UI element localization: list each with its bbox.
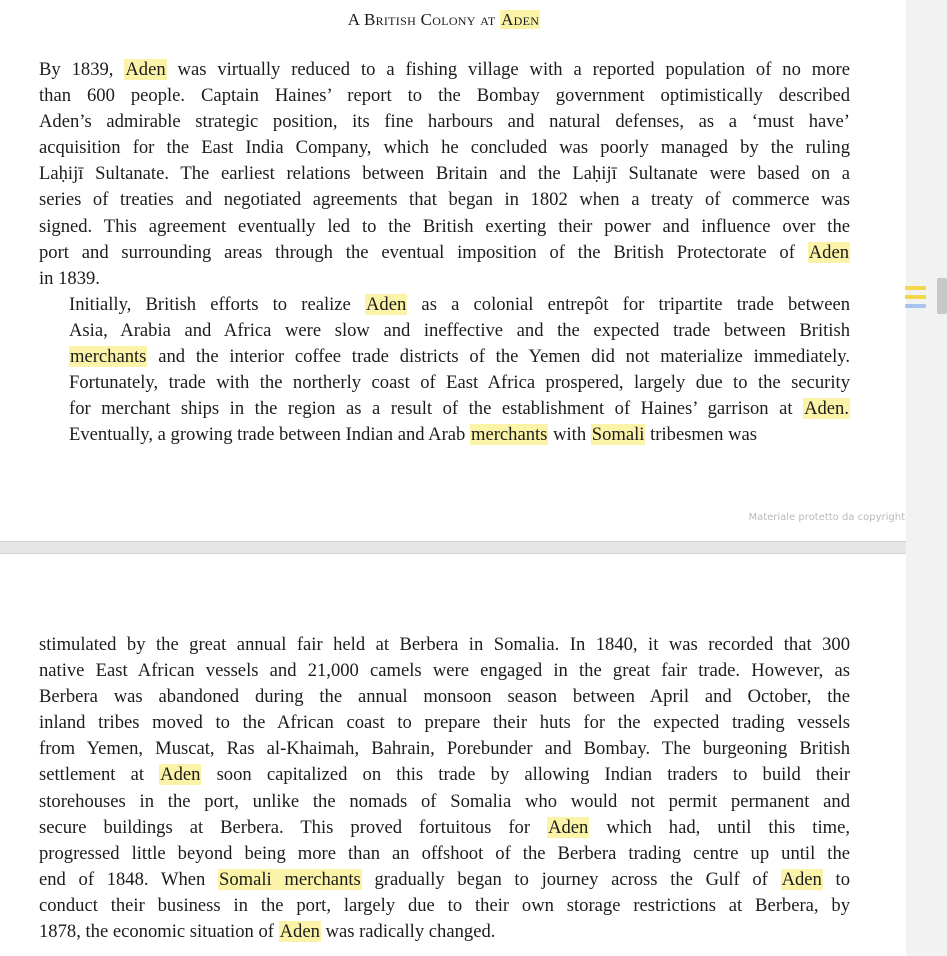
- text-line: [39, 214, 850, 240]
- search-hit-markers[interactable]: [905, 286, 927, 316]
- text-run: was virtually reduced to a fishing village with a reported population of no more: [166, 59, 850, 80]
- text-run: conduct their business in the port, largely due to their own storage restrictions at Berbera, by: [39, 894, 850, 916]
- text-run: and the interior coffee trade districts of the Yemen did not materialize immediately.: [147, 346, 850, 368]
- text-run: than 600 people. Captain Haines’ report to the Bombay government optimistically described: [39, 85, 850, 107]
- page-separator: [0, 541, 906, 554]
- text-run: Aden’s admirable strategic position, its fine harbours and natural defenses, as a ‘must have’: [39, 111, 850, 133]
- highlighted-term: Somali merchants: [218, 868, 361, 890]
- text-line: [39, 396, 850, 422]
- text-line: [39, 161, 850, 187]
- text-line: [39, 370, 850, 396]
- highlighted-term: Aden: [548, 816, 589, 838]
- text-line: [39, 789, 850, 815]
- text-run: end of 1848. When: [39, 868, 218, 890]
- text-run: soon capitalized on this trade by allowing Indian traders to build their: [201, 764, 850, 786]
- text-line: [39, 240, 850, 266]
- search-hit-marker-icon[interactable]: [905, 304, 926, 308]
- highlighted-term: Somali: [591, 424, 645, 446]
- text-run: Initially, British efforts to realize: [69, 293, 365, 315]
- text-line: [39, 710, 850, 736]
- text-line: [39, 632, 850, 658]
- text-line: [39, 736, 850, 762]
- text-run: signed. This agreement eventually led to the British exerting their power and influence over the: [39, 215, 850, 237]
- highlighted-term: Aden: [160, 764, 201, 786]
- text-run: progressed little beyond being more than an offshoot of the Berbera trading centre up until the: [39, 842, 850, 864]
- search-hit-marker-icon[interactable]: [905, 295, 926, 299]
- text-run: tribesmen was: [645, 424, 758, 446]
- text-run: secure buildings at Berbera. This proved fortuitous for: [39, 816, 548, 838]
- text-run: storehouses in the port, unlike the nomads of Somalia who would not permit permanent and: [39, 790, 850, 812]
- highlighted-term: merchants: [70, 346, 147, 368]
- text-line: [39, 187, 850, 213]
- text-line: [39, 762, 850, 788]
- paragraph: [39, 292, 850, 449]
- text-run: series of treaties and negotiated agreements that began in 1802 when a treaty of commerce was: [39, 189, 850, 211]
- highlighted-term: Aden: [279, 921, 320, 943]
- highlighted-term: Aden: [808, 241, 849, 263]
- text-line: [39, 841, 850, 867]
- paragraph: [39, 57, 850, 292]
- highlighted-term: Aden: [125, 59, 166, 80]
- text-run: was radically changed.: [320, 921, 496, 943]
- highlighted-term: Aden: [365, 293, 407, 315]
- text-line: [39, 919, 850, 945]
- text-run: acquisition for the East India Company, which he concluded was poorly managed by the ruling: [39, 137, 850, 159]
- text-run: port and surrounding areas through the eventual imposition of the British Protectorate of: [39, 241, 808, 263]
- text-line: [39, 422, 850, 448]
- text-run: gradually began to journey across the Gulf of: [361, 868, 781, 890]
- running-head-highlight: Aden: [501, 10, 540, 29]
- text-run: Berbera was abandoned during the annual monsoon season between April and October, the: [39, 686, 850, 708]
- copyright-watermark: Materiale protetto da copyright: [748, 512, 905, 523]
- text-run: in 1839.: [39, 267, 100, 289]
- vertical-scrollbar-track[interactable]: [906, 0, 947, 956]
- text-line: [39, 893, 850, 919]
- text-run: By 1839,: [39, 59, 125, 80]
- running-head-prefix: A British Colony at: [347, 10, 501, 29]
- text-line: [39, 292, 850, 318]
- text-line: [39, 83, 850, 109]
- text-line: [39, 266, 850, 292]
- text-run: Fortunately, trade with the northerly coast of East Africa prospered, largely due to the security: [69, 372, 850, 394]
- text-run: which had, until this time,: [589, 816, 850, 838]
- search-hit-marker-icon[interactable]: [905, 286, 926, 290]
- text-run: settlement at: [39, 764, 160, 786]
- text-run: Eventually, a growing trade between Indian and Arab: [69, 424, 470, 446]
- text-run: to: [822, 868, 850, 890]
- text-run: Asia, Arabia and Africa were slow and ineffective and the expected trade between British: [69, 319, 850, 341]
- text-run: inland tribes moved to the African coast to prepare their huts for the expected trading vessels: [39, 712, 850, 734]
- text-run: for merchant ships in the region as a result of the establishment of Haines’ garrison at: [69, 398, 804, 420]
- text-line: [39, 867, 850, 893]
- text-line: [39, 57, 850, 83]
- page-2: [0, 554, 906, 956]
- text-line: [39, 109, 850, 135]
- text-line: [39, 318, 850, 344]
- text-run: from Yemen, Muscat, Ras al-Khaimah, Bahrain, Porebunder and Bombay. The burgeoning British: [39, 738, 850, 760]
- text-line: [39, 135, 850, 161]
- text-line: [39, 815, 850, 841]
- text-line: [39, 684, 850, 710]
- highlighted-term: Aden.: [804, 398, 849, 420]
- text-run: as a colonial entrepôt for tripartite trade between: [407, 293, 850, 315]
- page-2-body-text: [39, 632, 850, 945]
- highlighted-term: merchants: [471, 424, 548, 446]
- text-run: native East African vessels and 21,000 camels were engaged in the great fair trade. However, as: [39, 660, 850, 682]
- highlighted-term: Aden: [781, 868, 822, 890]
- text-line: [39, 344, 850, 370]
- running-head: [0, 10, 888, 30]
- text-run: 1878, the economic situation of: [39, 921, 279, 943]
- vertical-scrollbar-thumb[interactable]: [937, 278, 947, 314]
- text-run: stimulated by the great annual fair held at Berbera in Somalia. In 1840, it was recorded that 300: [39, 634, 850, 655]
- text-run: with: [548, 424, 591, 446]
- paragraph: [39, 632, 850, 945]
- text-run: Laḥijī Sultanate. The earliest relations between Britain and the Laḥijī Sultanate were based on a: [39, 163, 850, 185]
- page-1-body-text: [39, 57, 850, 448]
- text-line: [39, 658, 850, 684]
